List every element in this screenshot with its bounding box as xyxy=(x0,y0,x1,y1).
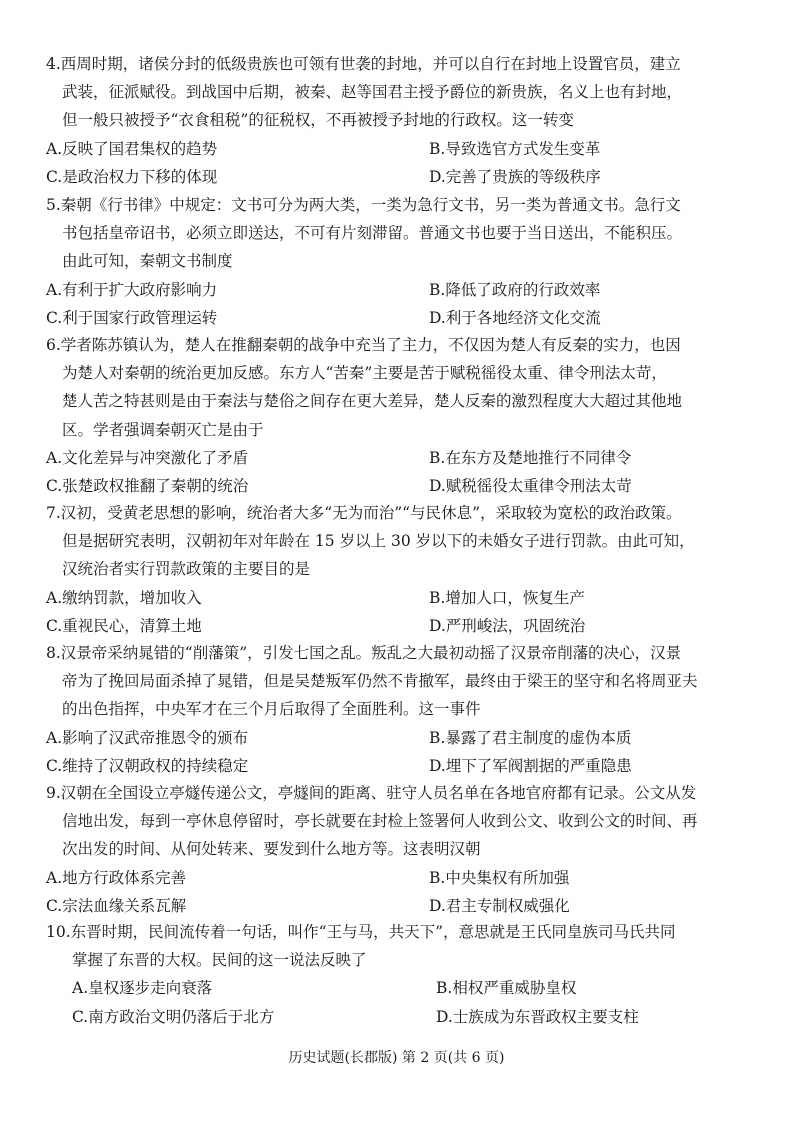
stem-line: 但是据研究表明，汉朝初年对年龄在 15 岁以上 30 岁以下的未婚女子进行罚款。由此可知， xyxy=(62,532,695,551)
options xyxy=(46,864,758,920)
option-d[interactable]: D.严刑峻法，巩固统治 xyxy=(429,616,586,635)
stem-line: 帝为了挽回局面杀掉了晁错，但是吴楚叛军仍然不肯撤军，最终由于梁王的坚守和名将周亚夫 xyxy=(62,672,698,691)
options xyxy=(46,974,758,1030)
option-c[interactable]: C.张楚政权推翻了秦朝的统治 xyxy=(46,476,249,495)
option-c[interactable]: C.是政治权力下移的体现 xyxy=(46,167,218,186)
stem-line: 8.汉景帝采纳晁错的“削藩策”，引发七国之乱。叛乱之大最初动摇了汉景帝削藩的决心，汉景 xyxy=(46,644,682,662)
option-b[interactable]: B.相权严重威胁皇权 xyxy=(436,979,577,998)
options xyxy=(46,135,758,191)
option-b[interactable]: B.增加人口，恢复生产 xyxy=(429,588,585,607)
option-a[interactable]: A.皇权逐步走向衰落 xyxy=(72,979,213,998)
options xyxy=(46,724,758,780)
question-stem xyxy=(46,918,758,974)
question-stem xyxy=(46,499,758,584)
option-d[interactable]: D.士族成为东晋政权主要支柱 xyxy=(436,1007,639,1026)
option-d[interactable]: D.君主专制权威强化 xyxy=(429,896,570,915)
stem-line: 信地出发，每到一亭休息停留时，亭长就要在封检上签署何人收到公文、收到公文的时间、再 xyxy=(62,812,698,831)
option-b[interactable]: B.在东方及楚地推行不同律令 xyxy=(429,448,632,467)
question-6 xyxy=(46,331,758,500)
stem-line: 的出色指挥，中央军才在三个月后取得了全面胜利。这一事件 xyxy=(62,700,481,719)
question-9 xyxy=(46,779,758,920)
stem-line: 掌握了东晋的大权。民间的这一说法反映了 xyxy=(72,951,367,970)
question-stem xyxy=(46,331,758,444)
question-stem xyxy=(46,779,758,864)
stem-line: 楚人苦之特甚则是由于秦法与楚俗之间存在更大差异，楚人反秦的激烈程度大大超过其他地 xyxy=(62,392,683,411)
stem-line: 4.西周时期，诸侯分封的低级贵族也可领有世袭的封地，并可以自行在封地上设置官员，建立 xyxy=(46,55,681,73)
option-d[interactable]: D.赋税徭役太重律令刑法太苛 xyxy=(429,476,632,495)
stem-line: 7.汉初，受黄老思想的影响，统治者大多“无为而治”“与民休息”，采取较为宽松的政治政策。 xyxy=(46,504,682,522)
question-stem xyxy=(46,191,758,276)
option-d[interactable]: D.利于各地经济文化交流 xyxy=(429,308,601,327)
option-a[interactable]: A.影响了汉武帝推恩令的颁布 xyxy=(46,728,249,747)
option-a[interactable]: A.文化差异与冲突激化了矛盾 xyxy=(46,448,249,467)
option-c[interactable]: C.重视民心，清算土地 xyxy=(46,616,202,635)
options xyxy=(46,276,758,332)
option-a[interactable]: A.反映了国君集权的趋势 xyxy=(46,139,218,158)
question-8 xyxy=(46,639,758,780)
option-a[interactable]: A.地方行政体系完善 xyxy=(46,868,187,887)
option-c[interactable]: C.维持了汉朝政权的持续稳定 xyxy=(46,756,249,775)
stem-line: 区。学者强调秦朝灭亡是由于 xyxy=(62,420,264,439)
option-c[interactable]: C.南方政治文明仍落后于北方 xyxy=(72,1007,275,1026)
stem-line: 汉统治者实行罚款政策的主要目的是 xyxy=(62,560,311,579)
options xyxy=(46,584,758,640)
stem-line: 但一般只被授予“衣食租税”的征税权，不再被授予封地的行政权。这一转变 xyxy=(62,111,574,130)
question-stem xyxy=(46,50,758,135)
stem-line: 书包括皇帝诏书，必须立即送达，不可有片刻滞留。普通文书也要于当日送出，不能积压。 xyxy=(62,224,683,243)
option-a[interactable]: A.缴纳罚款，增加收入 xyxy=(46,588,202,607)
option-b[interactable]: B.暴露了君主制度的虚伪本质 xyxy=(429,728,632,747)
question-4 xyxy=(46,50,758,191)
option-a[interactable]: A.有利于扩大政府影响力 xyxy=(46,280,218,299)
option-c[interactable]: C.利于国家行政管理运转 xyxy=(46,308,218,327)
option-b[interactable]: B.降低了政府的行政效率 xyxy=(429,280,601,299)
option-d[interactable]: D.完善了贵族的等级秩序 xyxy=(429,167,601,186)
option-c[interactable]: C.宗法血缘关系瓦解 xyxy=(46,896,187,915)
question-10 xyxy=(46,918,758,1031)
question-7 xyxy=(46,499,758,640)
stem-line: 9.汉朝在全国设立亭燧传递公文，亭燧间的距离、驻守人员名单在各地官府都有记录。公文从发 xyxy=(46,784,697,802)
option-b[interactable]: B.中央集权有所加强 xyxy=(429,868,570,887)
option-b[interactable]: B.导致选官方式发生变革 xyxy=(429,139,601,158)
options xyxy=(46,444,758,500)
stem-line: 6.学者陈苏镇认为，楚人在推翻秦朝的战争中充当了主力，不仅因为楚人有反秦的实力，也因 xyxy=(46,336,681,354)
stem-line: 5.秦朝《行书律》中规定：文书可分为两大类，一类为急行文书，另一类为普通文书。急行文 xyxy=(46,196,681,214)
stem-line: 武装，征派赋役。到战国中后期，被秦、赵等国君主授予爵位的新贵族，名义上也有封地， xyxy=(62,83,683,102)
option-d[interactable]: D.埋下了军阀割据的严重隐患 xyxy=(429,756,632,775)
question-stem xyxy=(46,639,758,724)
stem-line: 由此可知，秦朝文书制度 xyxy=(62,252,233,271)
stem-line: 为楚人对秦朝的统治更加反感。东方人“苦秦”主要是苦于赋税徭役太重、律令刑法太苛， xyxy=(62,364,667,383)
page-footer: 历史试题(长郡版) 第 2 页(共 6 页) xyxy=(288,1050,505,1066)
question-5 xyxy=(46,191,758,332)
stem-line: 次出发的时间、从何处转来、要发到什么地方等。这表明汉朝 xyxy=(62,840,481,859)
stem-line: 10.东晋时期，民间流传着一句话，叫作“王与马，共天下”，意思就是王氏同皇族司马氏共同 xyxy=(46,923,676,941)
